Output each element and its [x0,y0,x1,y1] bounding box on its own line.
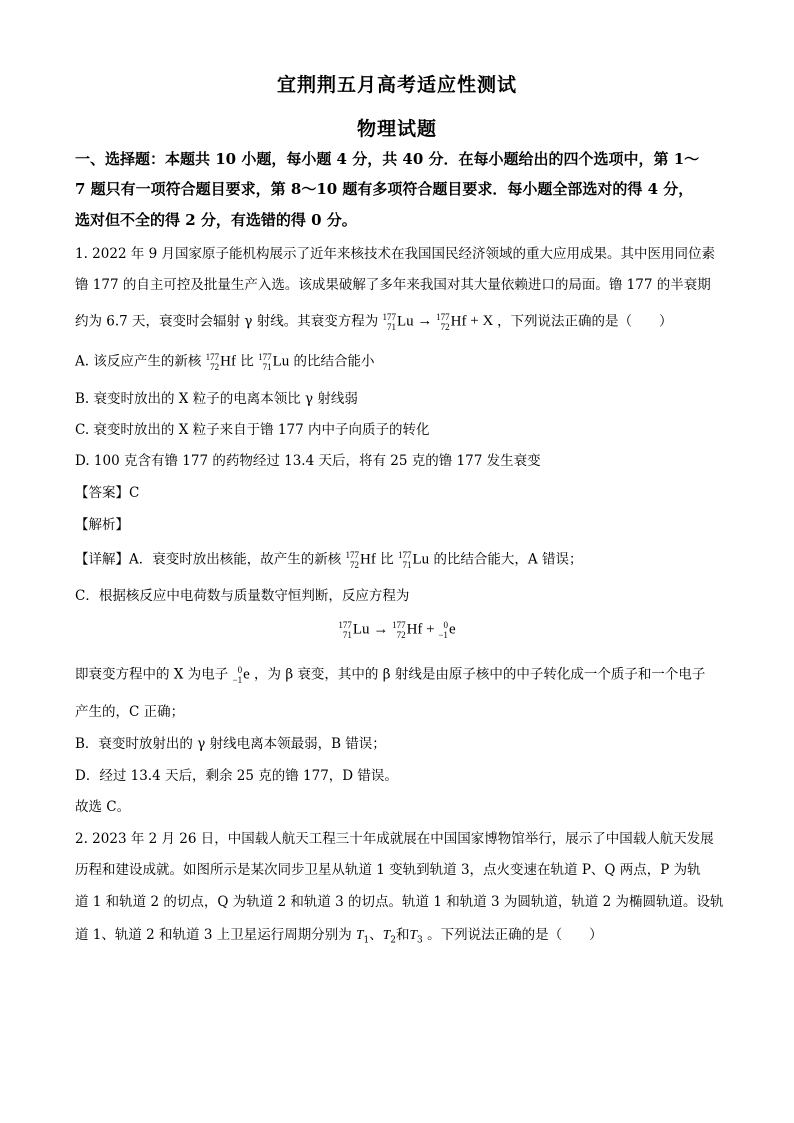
q1-conclusion: 故选 C。 [75,799,131,815]
q1-option-c: C. 衰变时放出的 X 粒子来自于镥 177 内中子向质子的转化 [75,422,430,438]
section-header-line-3: 选对但不全的得 2 分，有选错的得 0 分。 [75,211,357,229]
q2-line-2: 历程和建设成就。如图所示是某次同步卫星从轨道 1 变轨到轨道 3，点火变速在轨道 P、Q 两点，P 为轨 [75,862,701,878]
q1-detail-b: B．衰变时放射出的 γ 射线电离本领最弱，B 错误； [75,736,386,752]
section-header-line-1: 一、选择题：本题共 10 小题，每小题 4 分，共 40 分．在每小题给出的四个选项中，第 1～ [75,150,700,168]
q1-analysis-label: 【解析】 [75,517,129,533]
q1-detail-d: D．经过 13.4 天后，剩余 25 克的镥 177，D 错误。 [75,768,398,784]
q1-option-b: B. 衰变时放出的 X 粒子的电离本领比 γ 射线弱 [75,391,358,407]
q2-line-3: 道 1 和轨道 2 的切点，Q 为轨道 2 和轨道 3 的切点。轨道 1 和轨道 3 为圆轨道，轨道 2 为椭圆轨道。设轨 [75,894,724,910]
decay-equation: 177 71 Lu → 177 72 Hf + X [382,312,494,332]
reaction-equation: 177 71 Lu → 177 72 Hf + 0 −1 e [338,620,456,640]
section-header-line-2: 7 题只有一项符合题目要求，第 8～10 题有多项符合题目要求．每小题全部选对的得 4 分， [75,180,694,198]
q1-option-d: D. 100 克含有镥 177 的药物经过 13.4 天后，将有 25 克的镥 177 发生衰变 [75,453,541,469]
q2-line-1: 2. 2023 年 2 月 26 日，中国载人航天工程三十年成就展在中国国家博物馆举行，展示了中国载人航天发展 [75,831,714,847]
exam-subtitle: 物理试题 [356,118,437,140]
q1-line-2: 镥 177 的自主可控及批量生产入选。该成果破解了多年来我国对其大量依赖进口的局面。镥 177 的半衰期 [75,277,711,293]
q1-line-1: 1. 2022 年 9 月国家原子能机构展示了近年来核技术在我国国民经济领域的重大应用成果。其中医用同位素 [75,246,715,262]
q1-detail-a: 【详解】A．衰变时放出核能，故产生的新核 177 72 Hf 比 177 71 Lu 的比结合能大，A 错误； [75,550,583,570]
q1-line-3: 约为 6.7 天，衰变时会辐射 γ 射线。其衰变方程为 177 71 Lu → 177 72 Hf + X ，下列说法正确的是（ ） [75,312,673,332]
q1-answer: 【答案】C [75,485,140,501]
exam-title: 宜荆荆五月高考适应性测试 [276,74,517,96]
q1-detail-c-cont: 产生的，C 正确； [75,704,185,720]
q2-line-4: 道 1、轨道 2 和轨道 3 上卫星运行周期分别为 $T_1$、$T_2$和$T_3$ 。下列说法正确的是（ ） [75,927,603,946]
q1-detail-x-electron: 即衰变方程中的 X 为电子 0 −1 e ，为 β 衰变，其中的 β 射线是由原子核中的中子转化成一个质子和一个电子 [75,665,706,685]
q1-option-a: A. 该反应产生的新核 177 72 Hf 比 177 71 Lu 的比结合能小 [75,352,375,372]
q1-detail-c: C．根据核反应中电荷数与质量数守恒判断，反应方程为 [75,588,410,604]
